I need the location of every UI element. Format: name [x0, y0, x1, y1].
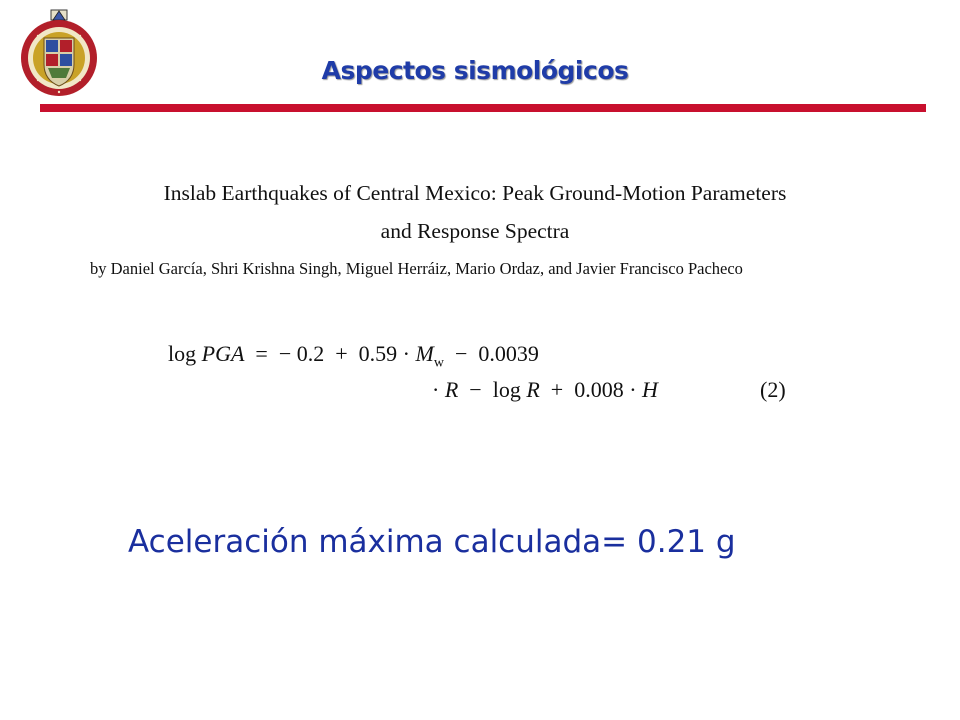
eq-magnitude: M [415, 341, 434, 366]
eq-c0: − 0.2 [278, 341, 325, 366]
eq-c1: 0.59 [358, 341, 398, 366]
eq-log-2: log [492, 377, 521, 402]
eq-minus-2: − [469, 377, 482, 402]
eq-minus-1: − [454, 341, 468, 366]
eq-equals: = [255, 341, 268, 366]
equation-line-1 [168, 341, 539, 371]
equation-line-2 [432, 377, 658, 403]
eq-plus-2: + [550, 377, 564, 402]
eq-c3: 0.008 [574, 377, 624, 402]
eq-dot-3: · [629, 377, 637, 402]
paper-title-line-1: Inslab Earthquakes of Central Mexico: Peak Ground-Motion Parameters [163, 181, 787, 205]
eq-dot-2: · [432, 377, 440, 402]
slide-title: Aspectos sismológicos [321, 56, 629, 85]
title-divider [40, 104, 926, 112]
eq-dot-1: · [402, 341, 410, 366]
eq-log: log [168, 341, 197, 366]
equation-number: (2) [760, 377, 786, 402]
calculated-acceleration: Aceleración máxima calculada= 0.21 g [128, 524, 736, 560]
eq-c2: 0.0039 [478, 341, 539, 366]
eq-r-2: R [526, 377, 540, 402]
paper-authors: by Daniel García, Shri Krishna Singh, Miguel Herráiz, Mario Ordaz, and Javier Francisco Pacheco [90, 259, 743, 278]
eq-r-1: R [444, 377, 459, 402]
paper-title-line-2: and Response Spectra [380, 219, 570, 243]
eq-magnitude-sub: w [433, 355, 444, 371]
paper-title [60, 174, 890, 250]
eq-pga: PGA [201, 341, 245, 366]
eq-plus-1: + [335, 341, 348, 366]
eq-h: H [642, 377, 658, 402]
